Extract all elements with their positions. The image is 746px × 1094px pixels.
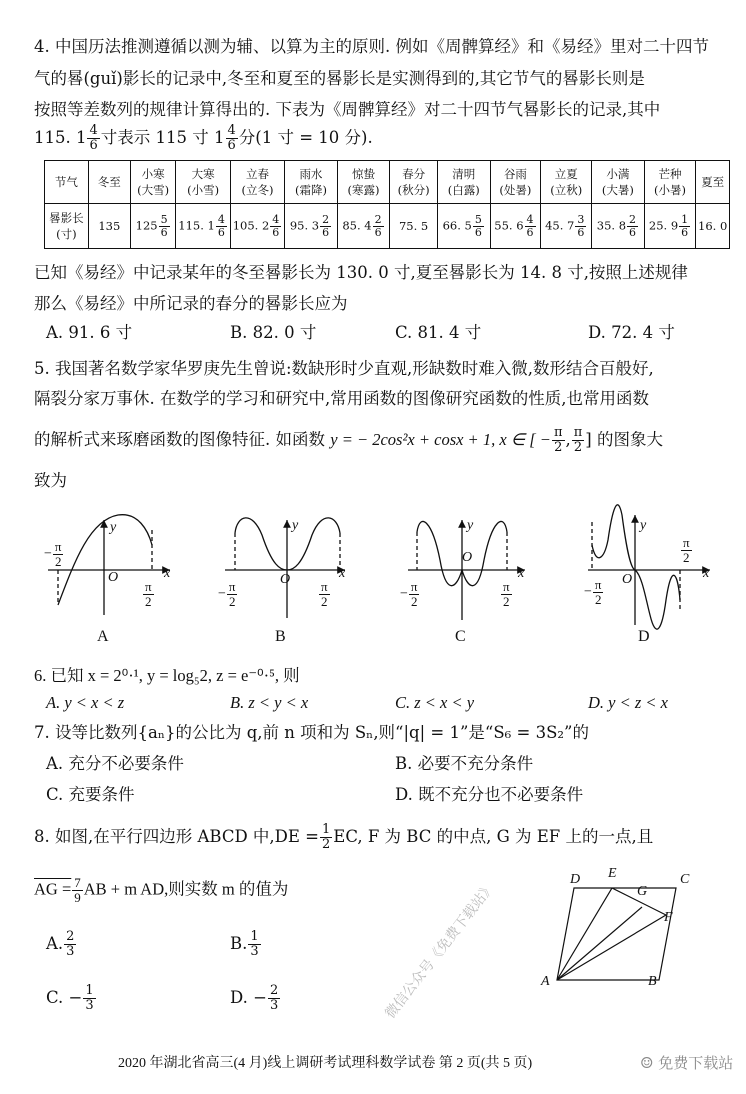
- table-header-cell: 惊蛰 (寒露): [337, 161, 390, 204]
- q4-line5: 已知《易经》中记录某年的冬至晷影长为 130. 0 寸,夏至晷影长为 14. 8 寸,按照上述规律: [34, 263, 688, 282]
- graph-label-d: D: [638, 628, 650, 645]
- chat-icon: ☺: [640, 1054, 659, 1072]
- axis-label: y: [110, 520, 117, 535]
- q6-stem: 6. 已知 x = 2⁰·¹, y = log₅2, z = e⁻⁰·⁵, 则: [34, 666, 300, 685]
- axis-label: y: [640, 518, 647, 533]
- q7-option-d: D. 既不充分也不必要条件: [395, 785, 584, 804]
- q8-option-a: A. $\frac{2}{3}$: [46, 929, 75, 959]
- tick-neg-pi-half: − $\frac{\pi}{2}$: [44, 539, 62, 569]
- table-value-cell: 85. 4 $\frac{2}{6}$: [337, 204, 390, 249]
- axis-label: x: [339, 566, 346, 581]
- axis-label: x: [164, 566, 171, 581]
- q8-line2: AG = $\frac{7}{9}$ AB + m AD,则实数 m 的值为: [34, 875, 289, 905]
- q4-option-c: C. 81. 4 寸: [395, 323, 482, 342]
- fraction: $\frac{\pi}{2}$: [553, 425, 563, 455]
- q4-line2: 气的晷(guǐ)影长的记录中,冬至和夏至的晷影长是实测得到的,其它节气的晷影长则是: [34, 69, 645, 88]
- q7-option-a: A. 充分不必要条件: [46, 754, 184, 773]
- axis-label: y: [292, 518, 299, 533]
- table-header-cell: 芒种 (小暑): [644, 161, 696, 204]
- axis-label: x: [518, 566, 525, 581]
- fraction: $\frac{4}{6}$: [227, 123, 236, 153]
- q7-option-c: C. 充要条件: [46, 785, 135, 804]
- tick-pi-half: $\frac{\pi}{2}$: [145, 579, 152, 609]
- q4-line6: 那么《易经》中所记录的春分的晷影长应为: [34, 294, 348, 313]
- table-value-cell: 95. 3 $\frac{2}{6}$: [285, 204, 338, 249]
- fraction: $\frac{1}{2}$: [322, 822, 331, 852]
- point-label: E: [608, 866, 617, 881]
- axis-label: y: [467, 518, 474, 533]
- table-header-cell: 夏至: [696, 161, 730, 204]
- text: 的解析式来琢磨函数的图像特征. 如函数: [34, 430, 331, 449]
- table-header-cell: 冬至: [88, 161, 130, 204]
- graph-d: [588, 505, 710, 629]
- q6-option-a: A. y < x < z: [46, 693, 125, 712]
- table-header-cell: 小满 (大暑): [592, 161, 645, 204]
- origin-label: O: [622, 572, 633, 587]
- tick-pi-half: $\frac{\pi}{2}$: [503, 579, 510, 609]
- q8-option-b: B. $\frac{1}{3}$: [230, 929, 259, 959]
- point-label: B: [648, 974, 657, 989]
- table-header-cell: 谷雨 (处暑): [490, 161, 541, 204]
- fraction: $\frac{7}{9}$: [74, 875, 81, 905]
- q7-option-b: B. 必要不充分条件: [395, 754, 534, 773]
- graph-label-c: C: [455, 628, 466, 645]
- point-label: A: [541, 974, 550, 989]
- text: 寸表示 115 寸 1: [100, 128, 225, 147]
- point-label: C: [680, 872, 690, 887]
- q4-line3: 按照等差数列的规律计算得出的. 下表为《周髀算经》对二十四节气晷影长的记录,其中: [34, 100, 661, 119]
- table-value-cell: 125 $\frac{5}{6}$: [130, 204, 176, 249]
- origin-label: O: [108, 570, 119, 585]
- q5-line4: 致为: [34, 471, 67, 490]
- table-header-cell: 节气: [45, 161, 89, 204]
- tick-neg-pi-half: − $\frac{\pi}{2}$: [584, 577, 602, 607]
- q5-line1: 5. 我国著名数学家华罗庚先生曾说:数缺形时少直观,形缺数时难入微,数形结合百般好,: [34, 359, 654, 378]
- table-value-cell: 66. 5 $\frac{5}{6}$: [437, 204, 490, 249]
- q5-line3: 的解析式来琢磨函数的图像特征. 如函数 y = − 2cos²x + cosx + 1, x ∈ [ − $\frac{\pi}{2}$ , $\frac{\pi}{2}$ ] 的图象大: [34, 425, 663, 455]
- q7-stem: 7. 设等比数列{aₙ}的公比为 q,前 n 项和为 Sₙ,则“|q| = 1”是“S₆ = 3S₂”的: [34, 723, 589, 742]
- q8-option-c: C. − $\frac{1}{3}$: [46, 983, 94, 1013]
- table-value-cell: 115. 1 $\frac{4}{6}$: [176, 204, 230, 249]
- q6-option-c: C. z < x < y: [395, 693, 475, 712]
- table-header-cell: 雨水 (霜降): [285, 161, 338, 204]
- text: 分(1 寸 = 10 分).: [238, 128, 373, 147]
- q8-option-d: D. − $\frac{2}{3}$: [230, 983, 279, 1013]
- table-value-cell: 25. 9 $\frac{1}{6}$: [644, 204, 696, 249]
- formula: y = − 2cos²x + cosx + 1, x ∈ [ −: [330, 430, 551, 449]
- point-label: G: [637, 884, 648, 899]
- brand-badge: ☺ 免费下载站: [640, 1054, 734, 1072]
- text: 115. 1: [34, 128, 87, 147]
- tick-pi-half: $\frac{\pi}{2}$: [321, 579, 328, 609]
- graph-label-b: B: [275, 628, 286, 645]
- table-header-cell: 春分 (秋分): [390, 161, 438, 204]
- q6-option-d: D. y < z < x: [588, 693, 669, 712]
- tick-neg-pi-half: − $\frac{\pi}{2}$: [218, 579, 236, 609]
- origin-label: O: [462, 550, 473, 565]
- axis-label: x: [703, 566, 710, 581]
- origin-label: O: [280, 572, 291, 587]
- q5-line2: 隔裂分家万事休. 在数学的学习和研究中,常用函数的图像研究函数的性质,也常用函数: [34, 389, 649, 408]
- q4-option-d: D. 72. 4 寸: [588, 323, 675, 342]
- table-value-cell: 135: [88, 204, 130, 249]
- tick-neg-pi-half: − $\frac{\pi}{2}$: [400, 579, 418, 609]
- q4-line1: 4. 中国历法推测遵循以测为辅、以算为主的原则. 例如《周髀算经》和《易经》里对二十四节: [34, 37, 709, 56]
- page-footer: 2020 年湖北省高三(4 月)线上调研考试理科数学试卷 第 2 页(共 5 页): [118, 1056, 533, 1071]
- table-value-cell: 16. 0: [696, 204, 730, 249]
- q6-option-b: B. z < y < x: [230, 693, 309, 712]
- table-value-cell: 105. 2 $\frac{4}{6}$: [230, 204, 284, 249]
- table-header-cell: 清明 (白露): [437, 161, 490, 204]
- parallelogram-figure: [557, 888, 676, 980]
- tick-pi-half: $\frac{\pi}{2}$: [683, 535, 690, 565]
- graph-label-a: A: [97, 628, 109, 645]
- table-value-cell: 45. 7 $\frac{3}{6}$: [541, 204, 592, 249]
- table-header-cell: 大寒 (小雪): [176, 161, 230, 204]
- table-value-cell: 55. 6 $\frac{4}{6}$: [490, 204, 541, 249]
- text: ] 的图象大: [585, 430, 663, 449]
- table-header-cell: 立春 (立冬): [230, 161, 284, 204]
- point-label: D: [570, 872, 581, 887]
- table-header-cell: 小寒 (大雪): [130, 161, 176, 204]
- row-label: 晷影长 (寸): [45, 204, 89, 249]
- table-header-cell: 立夏 (立秋): [541, 161, 592, 204]
- fraction: $\frac{4}{6}$: [89, 123, 98, 153]
- table-value-cell: 75. 5: [390, 204, 438, 249]
- watermark: 微信公众号《免费下载站》: [382, 879, 499, 1022]
- table-value-cell: 35. 8 $\frac{2}{6}$: [592, 204, 645, 249]
- q4-option-a: A. 91. 6 寸: [46, 323, 133, 342]
- fraction: $\frac{\pi}{2}$: [573, 425, 583, 455]
- q4-option-b: B. 82. 0 寸: [230, 323, 317, 342]
- q8-line1: 8. 如图,在平行四边形 ABCD 中,DE = $\frac{1}{2}$ EC, F 为 BC 的中点, G 为 EF 上的一点,且: [34, 822, 654, 852]
- point-label: F: [664, 910, 673, 925]
